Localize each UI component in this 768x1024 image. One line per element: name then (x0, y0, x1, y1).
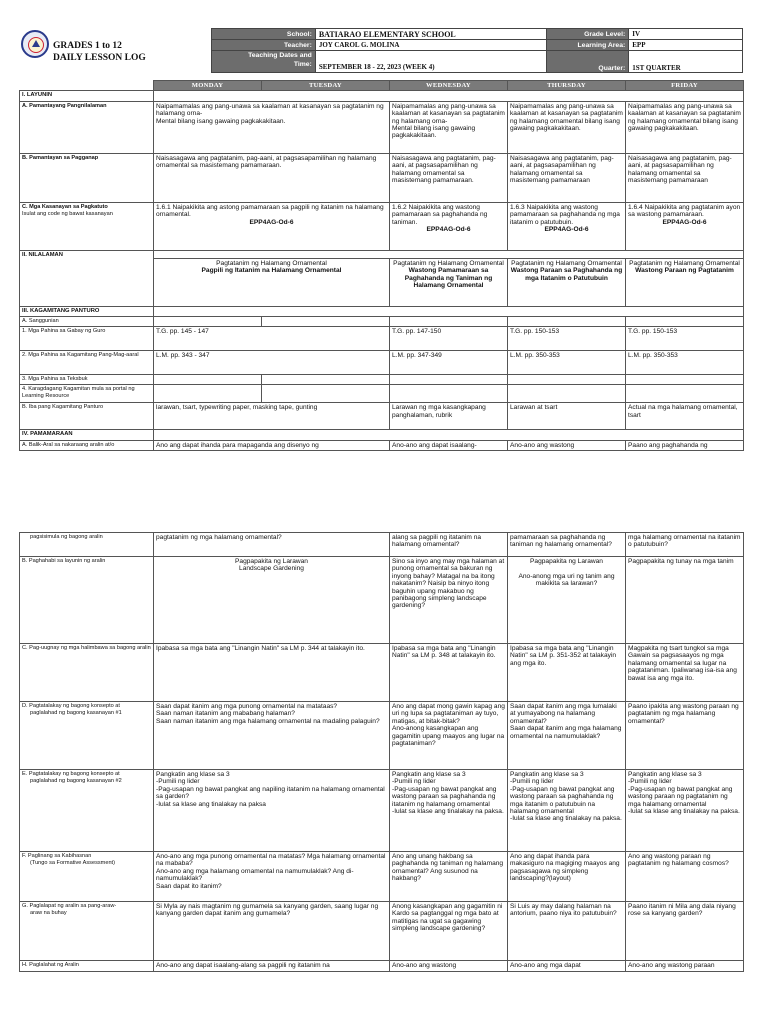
table-row (20, 440, 744, 450)
cell-thu: Naipamamalas ang pang-unawa sa kaalaman at kasanayan sa pagtatanim ng halamang ornamental bilang isang gawaing pagkakakitaan. (508, 101, 626, 153)
row-label-line-2: araw na buhay (30, 910, 67, 916)
cell-thu: pamamaraan sa paghahanda ng taniman ng halamang ornamental? (508, 533, 626, 557)
cell-wed: Ano-ano ang dapat isaalang- (390, 440, 508, 450)
cell-wed: Larawan ng mga kasangkapang panghalaman, rubrik (390, 403, 508, 430)
row-label: A. Sanggunian (20, 317, 154, 327)
cell-thu: Saan dapat itanim ang mga lumalaki at yumayabong na halamang ornamental? Saan dapat itanim ang mga halamang ornamental na namumulaklak? (508, 702, 626, 770)
cell-mon-tue: Ano ang dapat ihanda para mapaganda ang disenyo ng (154, 440, 390, 450)
row-label-line-1: D. Pagtatalakay ng bagong konsepto at (22, 703, 120, 709)
content-subtopic: Wastong Paraan ng Pagtatanim (635, 267, 734, 275)
title-line-2: DAILY LESSON LOG (53, 53, 146, 63)
table-row (20, 533, 744, 557)
cell-wed: Ano-ano ang wastong (390, 961, 508, 972)
row-label: 1. Mga Pahina sa Gabay ng Guro (20, 327, 154, 351)
row-label-text: pagsisimula ng bagong aralin (30, 534, 103, 540)
quarter-label: Quarter: (547, 51, 629, 73)
cell-thu (508, 258, 626, 306)
school-value: BATIARAO ELEMENTARY SCHOOL (315, 29, 547, 40)
row-label: H. Paglalahat ng Aralin (20, 961, 154, 972)
cell-thu: Naisasagawa ang pagtatanim, pag-aani, at pagsasapamilihan ng halamang ornamental sa masistemang pamamaraan (508, 153, 626, 202)
cell-fri: Paano ipakita ang wastong paraan ng pagtatanim ng mga halamang ornamental? (626, 702, 744, 770)
row-label (20, 770, 154, 852)
competency-code: EPP4AG-Od-6 (426, 226, 471, 234)
activity-subtitle: Landscape Gardening (239, 565, 304, 573)
table-row (20, 702, 744, 770)
deped-seal-logo (21, 30, 49, 58)
cell-fri: Magpakita ng tsart tungkol sa mga Gawain sa pagsasaayos ng mga halamang ornamental sa lugar na pagtataniman. Ipaliwanag isa-isa ang bawat isa ang mga ito. (626, 644, 744, 702)
cell-mon-tue: Naisasagawa ang pagtatanim, pag-aani, at pagsasapamilihan ng halamang ornamental sa masistemang pamamaraan. (154, 153, 390, 202)
row-label (20, 533, 154, 557)
header (19, 28, 743, 80)
objective-text: 1.6.3 Naipakikita ang wastong pamamaraan sa paghahanda ng mga itatanim o patutubuin. (510, 203, 620, 226)
section-row (20, 91, 744, 101)
cell-fri: Paano itanim ni Mila ang dala niyang rose sa kanyang garden? (626, 902, 744, 961)
content-topic: Pagtatanim ng Halamang Ornamental (629, 259, 740, 267)
cell-wed (390, 258, 508, 306)
day-monday: MONDAY (154, 81, 262, 91)
cell-fri: Pagpapakita ng tunay na mga tanim (626, 557, 744, 644)
cell-fri (626, 258, 744, 306)
grade-label: Grade Level: (547, 29, 629, 40)
dates-label-line-1: Teaching Dates and (248, 52, 312, 59)
grade-value: IV (629, 29, 743, 40)
cell-mon-tue: Si Myla ay nais magtanim ng gumamela sa kanyang garden, saang lugar ng kanyang garden dapat itanim ang gumamela? (154, 902, 390, 961)
cell-mon-tue: larawan, tsart, typewriting paper, masking tape, gunting (154, 403, 390, 430)
cell-mon-tue (154, 557, 390, 644)
lesson-table-page-1 (19, 80, 744, 451)
cell-mon-tue: Saan dapat itanim ang mga punong ornamental na matataas? Saan naman itatanim ang mababang halaman? Saan naman itatanim ang mga halamang ornamental na madaling palaguin? (154, 702, 390, 770)
cell-fri: Ano ang wastong paraan ng pagtatanim ng halamang cosmos? (626, 852, 744, 902)
table-row (20, 101, 744, 153)
cell-fri: L.M. pp. 350-353 (626, 351, 744, 375)
row-label (20, 702, 154, 770)
section-pamamaraan: IV. PAMAMARAAN (20, 430, 154, 440)
day-tuesday: TUESDAY (262, 81, 390, 91)
cell-thu: Larawan at tsart (508, 403, 626, 430)
cell-fri: Naisasagawa ang pagtatanim, pag-aani, at pagsasapamilihan ng halamang ornamental sa masistemang pamamaraan (626, 153, 744, 202)
content-topic: Pagtatanim ng Halamang Ornamental (393, 259, 504, 267)
table-row (20, 317, 744, 327)
row-label: A. Balik-Aral sa nakaraang aralin at/o (20, 440, 154, 450)
dates-value: SEPTEMBER 18 - 22, 2023 (WEEK 4) (315, 51, 547, 73)
row-label-line-1: G. Paglalapat ng aralin sa pang-araw- (22, 903, 117, 909)
row-label: B. Pamantayan sa Pagganap (20, 153, 154, 202)
row-label: B. Paghahabi sa layunin ng aralin (20, 557, 154, 644)
cell-fri: Naipamamalas ang pang-unawa sa kaalaman at kasanayan sa pagtatanim ng halamang ornamental bilang isang gawaing pagkakakitaan. (626, 101, 744, 153)
table-row (20, 351, 744, 375)
school-label: School: (212, 29, 316, 40)
cell-mon-tue (154, 202, 390, 250)
table-row (20, 403, 744, 430)
table-row (20, 961, 744, 972)
cell-thu: T.G. pp. 150-153 (508, 327, 626, 351)
row-label (20, 902, 154, 961)
dates-label-line-2: Time: (293, 61, 312, 68)
content-topic: Pagtatanim ng Halamang Ornamental (216, 259, 327, 267)
table-row (20, 375, 744, 385)
cell-thu: Ipabasa sa mga bata ang "Linangin Natin" sa LM p. 351-352 at talakayin ang mga ito. (508, 644, 626, 702)
day-wednesday: WEDNESDAY (390, 81, 508, 91)
cell-mon-tue: T.G. pp. 145 - 147 (154, 327, 390, 351)
cell-wed: L.M. pp. 347-349 (390, 351, 508, 375)
quarter-value: 1ST QUARTER (629, 51, 743, 73)
row-label-line-1: F. Paglinang sa Kabihasnan (22, 853, 92, 859)
cell-thu: Ano ang dapat ihanda para makasiguro na magiging maayos ang pagsasagawa ng simpleng landscaping?(layout) (508, 852, 626, 902)
section-row (20, 306, 744, 316)
day-friday: FRIDAY (626, 81, 744, 91)
row-label: 2. Mga Pahina sa Kagamitang Pang-Mag-aaral (20, 351, 154, 375)
cell-wed: Naipamamalas ang pang-unawa sa kaalaman at kasanayan sa pagtatanim ng halamang orna- Mental bilang isang gawaing pagkakakitaan. (390, 101, 508, 153)
cell-fri: Actual na mga halamang ornamental, tsart (626, 403, 744, 430)
table-row (20, 770, 744, 852)
cell-fri: mga halamang ornamental na itatanim o patutubuin? (626, 533, 744, 557)
area-value: EPP (629, 40, 743, 51)
row-label: 4. Karagdagang Kagamitan mula sa portal ng Learning Resource (20, 385, 154, 403)
cell-mon-tue: Ano-ano ang dapat isaalang-alang sa pagpili ng itatanim na (154, 961, 390, 972)
row-label: 3. Mga Pahina sa Teksbuk (20, 375, 154, 385)
row-label: C. Pag-uugnay ng mga halimbawa sa bagong aralin (20, 644, 154, 702)
document-title (53, 40, 146, 64)
title-line-1: GRADES 1 to 12 (53, 41, 122, 51)
row-label (20, 202, 154, 250)
teacher-value: JOY CAROL G. MOLINA (315, 40, 547, 51)
cell-wed: T.G. pp. 147-150 (390, 327, 508, 351)
activity-title: Pagpapakita ng Larawan (235, 558, 308, 565)
table-row (20, 202, 744, 250)
row-label-line-2: paglalahad ng bagong kasanayan #2 (30, 778, 122, 784)
activity-subtitle: Ano-anong mga uri ng tanim ang makikita sa larawan? (518, 572, 615, 588)
cell-thu: Pangkatin ang klase sa 3 -Pumili ng lider -Pag-usapan ng bawat pangkat ang wastong paraan sa paghahanda ng mga itatanim o patutubuin na halamang ornamental -Iulat sa klase ang tinalakay na paksa. (508, 770, 626, 852)
competency-code: EPP4AG-Od-6 (249, 218, 294, 226)
cell-thu (508, 202, 626, 250)
row-label: A. Pamantayang Pangnilalaman (20, 101, 154, 153)
table-row (20, 327, 744, 351)
table-row (20, 902, 744, 961)
objective-text: 1.6.1 Naipakikita ang astong pamamaraan sa pagpili ng itatanim na halamang ornamental. (156, 203, 384, 219)
row-label: B. Iba pang Kagamitang Panturo (20, 403, 154, 430)
cell-mon-tue: Ano-ano ang mga punong ornamental na matatas? Mga halamang ornamental na mababa? Ano-ano ang mga halamang ornamental na namumulaklak? Ang di-namumulaklak? Saan dapat ito itanim? (154, 852, 390, 902)
row-label-line-1: E. Pagtatalakay ng bagong konsepto at (22, 771, 120, 777)
activity-title: Pagpapakita ng Larawan (530, 558, 603, 565)
cell-fri: Pangkatin ang klase sa 3 -Pumili ng lider -Pag-usapan ng bawat pangkat ang wastong paraan ng pagtatanim ng mga halamang ornamental -Iulat sa klase ang tinalakay na paksa. (626, 770, 744, 852)
cell-wed: Ano ang dapat mong gawin kapag ang uri ng lupa sa pagtataniman ay tuyo, matigas, at bitak-bitak? Ano-anong kasangkapan ang gagamitin upang maayos ang lugar na pagtataniman? (390, 702, 508, 770)
cell-thu (508, 557, 626, 644)
lesson-table-page-2 (19, 532, 744, 972)
cell-fri: Paano ang paghahanda ng (626, 440, 744, 450)
row-label-title: C. Mga Kasanayan sa Pagkatuto (22, 203, 108, 210)
table-row (20, 852, 744, 902)
table-row (20, 557, 744, 644)
dates-label (212, 51, 316, 73)
cell-thu: Ano-ano ang mga dapat (508, 961, 626, 972)
content-subtopic: Pagpili ng Itatanim na Halamang Ornamental (201, 267, 342, 275)
cell-wed (390, 202, 508, 250)
dll-page-2 (19, 532, 743, 972)
table-row (20, 385, 744, 403)
cell-mon-tue: pagtatanim ng mga halamang ornamental? (154, 533, 390, 557)
table-row (20, 153, 744, 202)
cell-fri (626, 202, 744, 250)
cell-wed: Anong kasangkapan ang gagamitin ni Kardo sa pagtanggal ng mga bato at matitigas na ugat sa gagawing simpleng landscape gardening? (390, 902, 508, 961)
cell-thu: L.M. pp. 350-353 (508, 351, 626, 375)
content-subtopic: Wastong Pamamaraan sa Paghahanda ng Taniman ng Halamang Ornamental (404, 267, 493, 290)
cell-fri: Ano-ano ang wastong paraan (626, 961, 744, 972)
row-label-sub: Isulat ang code ng bawat kasanayan (22, 210, 113, 217)
cell-mon-tue (154, 258, 390, 306)
teacher-label: Teacher: (212, 40, 316, 51)
section-row (20, 430, 744, 440)
cell-wed: Ipabasa sa mga bata ang "Linangin Natin" sa LM p. 348 at talakayin ito. (390, 644, 508, 702)
area-label: Learning Area: (547, 40, 629, 51)
section-layunin: I. LAYUNIN (20, 91, 154, 101)
cell-wed: Naisasagawa ang pagtatanim, pag-aani, at pagsasapamilihan ng halamang ornamental sa masistemang pamamaraan. (390, 153, 508, 202)
objective-text: 1.6.2 Naipakikita ang wastong pamamaraan sa paghahanda ng taniman. (392, 203, 488, 226)
cell-mon-tue: Pangkatin ang klase sa 3 -Pumili ng lider -Pag-usapan ng bawat pangkat ang napiling itatanim na halamang ornamental sa garden? -Iulat sa klase ang tinalakay na paksa (154, 770, 390, 852)
section-nilalaman: II. NILALAMAN (20, 250, 154, 306)
cell-mon-tue: Ipabasa sa mga bata ang "Linangin Natin" sa LM p. 344 at talakayin ito. (154, 644, 390, 702)
competency-code: EPP4AG-Od-6 (544, 226, 589, 234)
competency-code: EPP4AG-Od-6 (662, 218, 707, 226)
cell-thu: Ano-ano ang wastong (508, 440, 626, 450)
cell-fri: T.G. pp. 150-153 (626, 327, 744, 351)
row-label-line-2: paglalahad ng bagong kasanayan #1 (30, 710, 122, 716)
dll-page-1 (19, 28, 743, 451)
header-info-table (211, 28, 743, 73)
section-row (20, 250, 744, 258)
day-header-row (20, 81, 744, 91)
cell-wed: Sino sa inyo ang may mga halaman at punong ornamental sa bakuran ng inyong bahay? Matagal na ba itong nakatanim? Naisip ba ninyo itong baguhin upang makabuo ng panibagong simpleng landscape gardening? (390, 557, 508, 644)
row-label (20, 852, 154, 902)
cell-wed: alang sa pagpili ng itatanim na halamang ornamental? (390, 533, 508, 557)
section-kagamitan: III. KAGAMITANG PANTURO (20, 306, 154, 316)
content-subtopic: Wastong Paraan sa Paghahanda ng mga Itatanim o Patutubuin (510, 267, 623, 282)
cell-mon-tue: L.M. pp. 343 - 347 (154, 351, 390, 375)
day-thursday: THURSDAY (508, 81, 626, 91)
cell-thu: Si Luis ay may dalang halaman na antorium, paano niya ito patutubuin? (508, 902, 626, 961)
content-topic: Pagtatanim ng Halamang Ornamental (511, 259, 622, 267)
row-label-line-2: (Tungo sa Formative Assessment) (30, 860, 115, 866)
cell-wed: Pangkatin ang klase sa 3 -Pumili ng lider -Pag-usapan ng bawat pangkat ang wastong paraan sa paghahanda ng itatanim ng halamang ornamental -Iulat sa klase ang tinalakay na paksa. (390, 770, 508, 852)
objective-text: 1.6.4 Naipakikita ang pagtatanim ayon sa wastong pamamaraan. (628, 203, 741, 219)
cell-wed: Ano ang unang hakbang sa paghahanda ng taniman ng halamang ornamental? Ang susunod na hakbang? (390, 852, 508, 902)
table-row (20, 644, 744, 702)
cell-mon-tue: Naipamamalas ang pang-unawa sa kaalaman at kasanayan sa pagtatanim ng halamang orna- Mental bilang isang gawaing pagkakakitaan. (154, 101, 390, 153)
